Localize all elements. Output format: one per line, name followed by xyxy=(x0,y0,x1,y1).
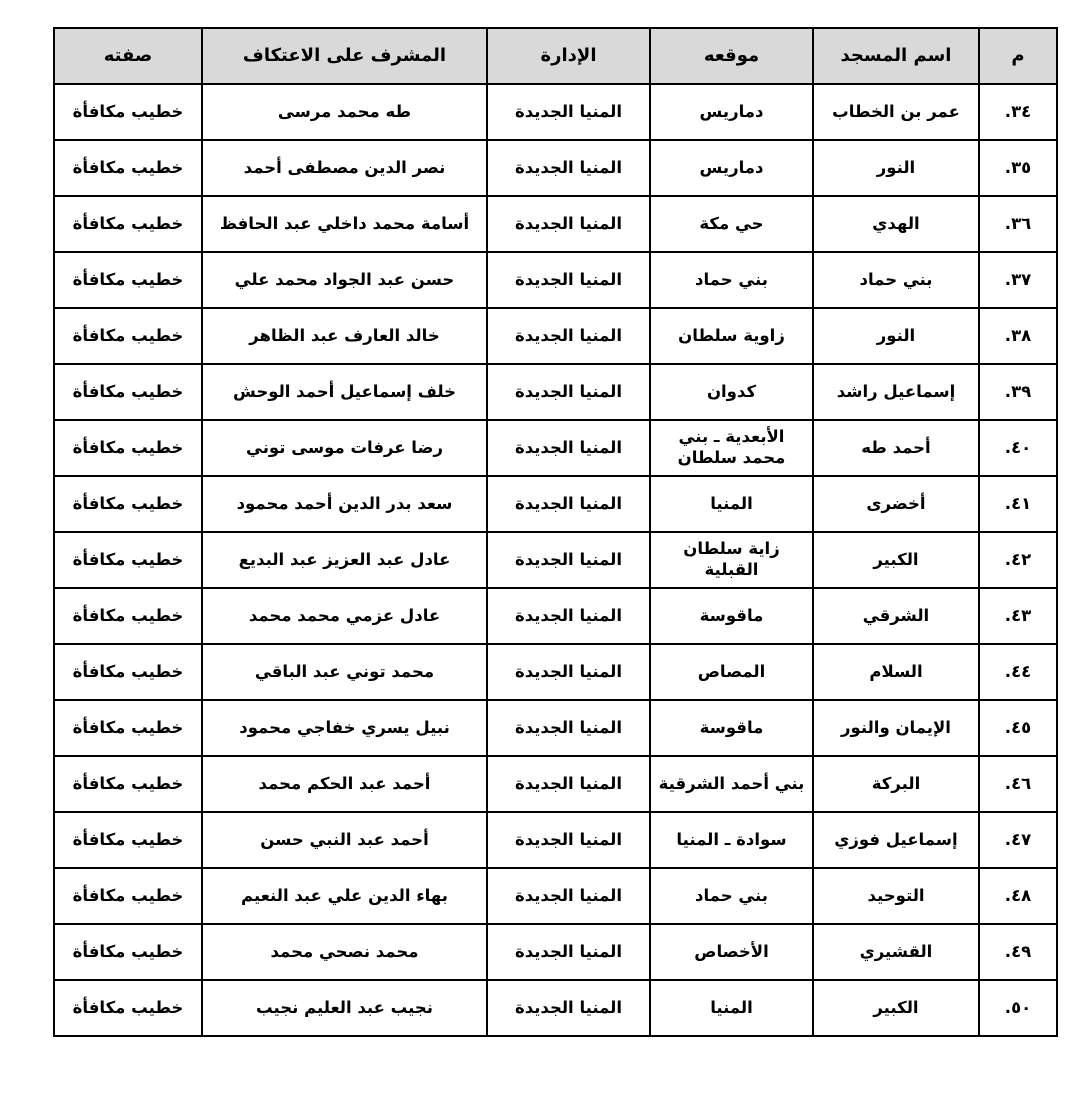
column-header-mosque_name: اسم المسجد xyxy=(813,28,979,84)
cell-mosque_name: النور xyxy=(813,308,979,364)
cell-num: ٣٥. xyxy=(979,140,1057,196)
cell-location: زاية سلطان القبلية xyxy=(650,532,813,588)
cell-supervisor: أحمد عبد النبي حسن xyxy=(202,812,487,868)
cell-administration: المنيا الجديدة xyxy=(487,420,650,476)
cell-mosque_name: الكبير xyxy=(813,532,979,588)
mosques-table xyxy=(53,27,1058,1037)
table-row xyxy=(54,84,1057,140)
column-header-title: صفته xyxy=(54,28,202,84)
cell-title: خطيب مكافأة xyxy=(54,84,202,140)
header-row xyxy=(54,28,1057,84)
cell-location: دماريس xyxy=(650,84,813,140)
cell-administration: المنيا الجديدة xyxy=(487,868,650,924)
cell-title: خطيب مكافأة xyxy=(54,812,202,868)
cell-administration: المنيا الجديدة xyxy=(487,308,650,364)
cell-location: حي مكة xyxy=(650,196,813,252)
cell-num: ٥٠. xyxy=(979,980,1057,1036)
cell-mosque_name: السلام xyxy=(813,644,979,700)
cell-mosque_name: الكبير xyxy=(813,980,979,1036)
table-row xyxy=(54,420,1057,476)
cell-administration: المنيا الجديدة xyxy=(487,756,650,812)
table-body xyxy=(54,84,1057,1036)
table-row xyxy=(54,644,1057,700)
cell-supervisor: محمد نصحي محمد xyxy=(202,924,487,980)
cell-title: خطيب مكافأة xyxy=(54,308,202,364)
cell-title: خطيب مكافأة xyxy=(54,420,202,476)
cell-location: ماقوسة xyxy=(650,588,813,644)
cell-location: بني أحمد الشرقية xyxy=(650,756,813,812)
cell-administration: المنيا الجديدة xyxy=(487,812,650,868)
cell-administration: المنيا الجديدة xyxy=(487,364,650,420)
cell-title: خطيب مكافأة xyxy=(54,532,202,588)
cell-num: ٤٨. xyxy=(979,868,1057,924)
cell-num: ٣٩. xyxy=(979,364,1057,420)
column-header-supervisor: المشرف على الاعتكاف xyxy=(202,28,487,84)
table-row xyxy=(54,140,1057,196)
cell-title: خطيب مكافأة xyxy=(54,476,202,532)
cell-location: سوادة ـ المنيا xyxy=(650,812,813,868)
cell-supervisor: أسامة محمد داخلي عبد الحافظ xyxy=(202,196,487,252)
column-header-num: م xyxy=(979,28,1057,84)
cell-mosque_name: الهدي xyxy=(813,196,979,252)
cell-num: ٤٦. xyxy=(979,756,1057,812)
table-row xyxy=(54,532,1057,588)
cell-title: خطيب مكافأة xyxy=(54,980,202,1036)
cell-num: ٣٧. xyxy=(979,252,1057,308)
cell-supervisor: بهاء الدين علي عبد النعيم xyxy=(202,868,487,924)
table-row xyxy=(54,924,1057,980)
cell-location: زاوية سلطان xyxy=(650,308,813,364)
cell-num: ٤٣. xyxy=(979,588,1057,644)
cell-supervisor: عادل عبد العزيز عبد البديع xyxy=(202,532,487,588)
cell-location: المنيا xyxy=(650,476,813,532)
cell-administration: المنيا الجديدة xyxy=(487,84,650,140)
cell-mosque_name: بني حماد xyxy=(813,252,979,308)
cell-location: بني حماد xyxy=(650,252,813,308)
cell-title: خطيب مكافأة xyxy=(54,252,202,308)
cell-title: خطيب مكافأة xyxy=(54,196,202,252)
cell-title: خطيب مكافأة xyxy=(54,868,202,924)
cell-title: خطيب مكافأة xyxy=(54,140,202,196)
cell-location: المنيا xyxy=(650,980,813,1036)
cell-title: خطيب مكافأة xyxy=(54,644,202,700)
table-row xyxy=(54,868,1057,924)
table-row xyxy=(54,364,1057,420)
cell-administration: المنيا الجديدة xyxy=(487,980,650,1036)
column-header-administration: الإدارة xyxy=(487,28,650,84)
cell-supervisor: خالد العارف عبد الظاهر xyxy=(202,308,487,364)
column-header-location: موقعه xyxy=(650,28,813,84)
cell-mosque_name: التوحيد xyxy=(813,868,979,924)
cell-num: ٣٦. xyxy=(979,196,1057,252)
cell-location: دماريس xyxy=(650,140,813,196)
cell-administration: المنيا الجديدة xyxy=(487,532,650,588)
cell-location: كدوان xyxy=(650,364,813,420)
table-row xyxy=(54,196,1057,252)
cell-num: ٤٥. xyxy=(979,700,1057,756)
cell-num: ٤٤. xyxy=(979,644,1057,700)
cell-mosque_name: إسماعيل فوزي xyxy=(813,812,979,868)
cell-num: ٣٤. xyxy=(979,84,1057,140)
cell-supervisor: نبيل يسري خفاجي محمود xyxy=(202,700,487,756)
cell-title: خطيب مكافأة xyxy=(54,756,202,812)
table-row xyxy=(54,588,1057,644)
table-row xyxy=(54,812,1057,868)
cell-mosque_name: الإيمان والنور xyxy=(813,700,979,756)
cell-num: ٤٠. xyxy=(979,420,1057,476)
cell-mosque_name: الشرقي xyxy=(813,588,979,644)
cell-num: ٤٢. xyxy=(979,532,1057,588)
table-row xyxy=(54,308,1057,364)
cell-supervisor: أحمد عبد الحكم محمد xyxy=(202,756,487,812)
cell-supervisor: سعد بدر الدين أحمد محمود xyxy=(202,476,487,532)
cell-location: ماقوسة xyxy=(650,700,813,756)
cell-supervisor: نجيب عبد العليم نجيب xyxy=(202,980,487,1036)
cell-supervisor: عادل عزمي محمد محمد xyxy=(202,588,487,644)
cell-supervisor: حسن عبد الجواد محمد علي xyxy=(202,252,487,308)
table-row xyxy=(54,700,1057,756)
cell-administration: المنيا الجديدة xyxy=(487,476,650,532)
cell-administration: المنيا الجديدة xyxy=(487,644,650,700)
cell-mosque_name: أخضرى xyxy=(813,476,979,532)
cell-title: خطيب مكافأة xyxy=(54,364,202,420)
cell-supervisor: محمد توني عبد الباقي xyxy=(202,644,487,700)
table-row xyxy=(54,476,1057,532)
cell-location: بني حماد xyxy=(650,868,813,924)
cell-administration: المنيا الجديدة xyxy=(487,196,650,252)
cell-administration: المنيا الجديدة xyxy=(487,140,650,196)
table-row xyxy=(54,980,1057,1036)
cell-num: ٤١. xyxy=(979,476,1057,532)
table-row xyxy=(54,756,1057,812)
cell-location: المصاص xyxy=(650,644,813,700)
cell-location: الأبعدية ـ بني محمد سلطان xyxy=(650,420,813,476)
cell-supervisor: رضا عرفات موسى توني xyxy=(202,420,487,476)
cell-mosque_name: عمر بن الخطاب xyxy=(813,84,979,140)
cell-supervisor: نصر الدين مصطفى أحمد xyxy=(202,140,487,196)
cell-location: الأخصاص xyxy=(650,924,813,980)
cell-num: ٤٧. xyxy=(979,812,1057,868)
cell-num: ٣٨. xyxy=(979,308,1057,364)
cell-mosque_name: أحمد طه xyxy=(813,420,979,476)
cell-administration: المنيا الجديدة xyxy=(487,588,650,644)
cell-mosque_name: النور xyxy=(813,140,979,196)
cell-num: ٤٩. xyxy=(979,924,1057,980)
cell-mosque_name: القشيري xyxy=(813,924,979,980)
cell-title: خطيب مكافأة xyxy=(54,924,202,980)
cell-administration: المنيا الجديدة xyxy=(487,252,650,308)
cell-mosque_name: البركة xyxy=(813,756,979,812)
cell-title: خطيب مكافأة xyxy=(54,588,202,644)
cell-mosque_name: إسماعيل راشد xyxy=(813,364,979,420)
cell-title: خطيب مكافأة xyxy=(54,700,202,756)
cell-administration: المنيا الجديدة xyxy=(487,700,650,756)
cell-supervisor: طه محمد مرسى xyxy=(202,84,487,140)
cell-administration: المنيا الجديدة xyxy=(487,924,650,980)
table-row xyxy=(54,252,1057,308)
cell-supervisor: خلف إسماعيل أحمد الوحش xyxy=(202,364,487,420)
